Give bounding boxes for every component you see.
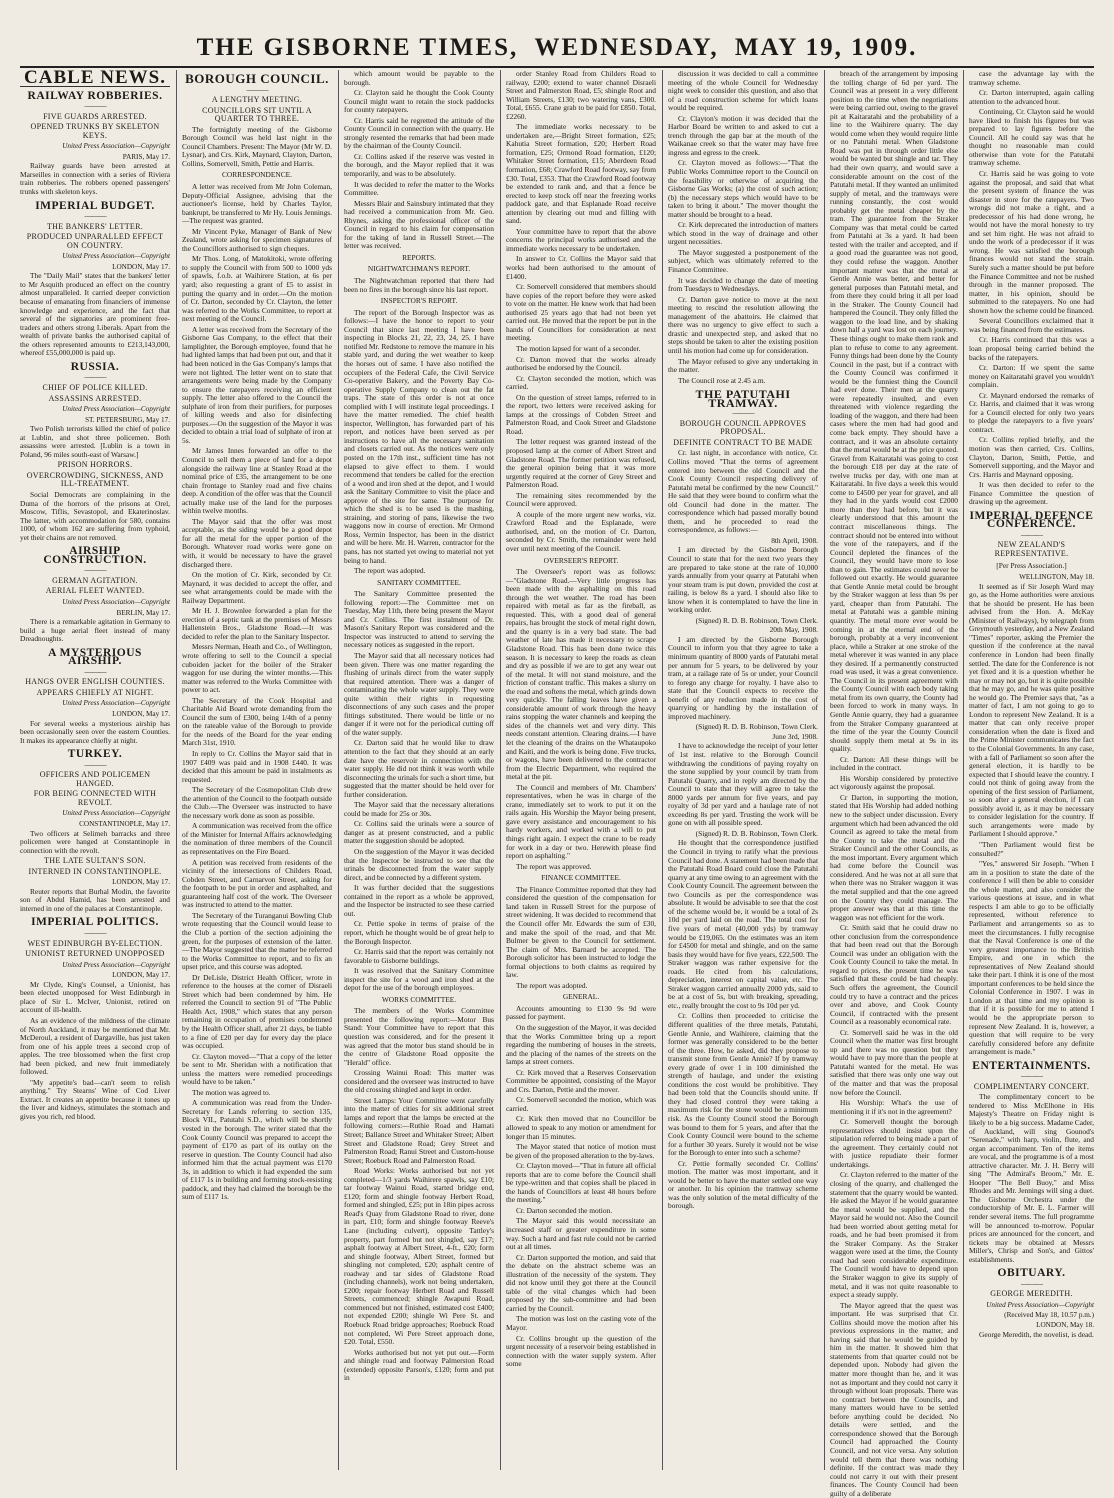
article-body: Cr. Clayton's motion it was decided that the Harbor Board be written to and asked to cut a trench through the gap bar at the mouth of the Waikanae creek so that the water may have free ingress and egress to the creek. [668,113,818,157]
article-body: Cr. Kirk moved that a Reserves Conservation Committee be appointed, consisting of the Mayor and Crs. Darton, Pettie and the mover. [506,1067,656,1094]
subheading: OFFICERS AND POLICEMEN HANGED. [39,770,151,788]
article-body: Mr Thos. Long, of Matokitoki, wrote offering to supply the Council with from 500 to 1000 yds of spawls, f.o.b. at Waihirere Station, at 6s per yard; also requesting a grant of £5 to assist in putting the quarry and in order.—On the motion of Cr. Darton, seconded by Cr. Clayton, the letter was referred to the Works Committee, to report at next meeting of the Council. [182,254,332,324]
subheading: A LENGTHY MEETING. [211,95,303,105]
article-body: The remaining sites recommended by the Council were approved. [506,490,656,509]
credit-line: United Press Association—Copyright [62,405,170,414]
article-body: In reply to Cr. Collins the Mayor said that in 1907 £409 was paid and in 1908 £440. It was decided that this amount be paid in instalments as requested. [182,749,332,784]
headline: ENTERTAINMENTS. [972,1059,1091,1072]
article-body: The Mayor said that the offer was most acceptable, as the siding would be a good depot for all the metal for the upper portion of the Borough. Whatever road works were gone on with, it would be necessary to have the gravel discharged there. [182,516,332,569]
letter-body: I have to acknowledge the receipt of your letter of 1st inst. relative to the Borough Council withdrawing the conditions of paying royalty on the stone supplied by your council by tram from Patutahi Quarry, and in reply am directed by the Council to state that they will agree to take the 8000 yards per annum for five years, and pay royalty of 3d per yard and a haulage rate of not exceeding 8s per yard. Trusting the work will be gone on with all possible speed. [668,741,818,828]
column-6 [830,69,958,1498]
article-body: which amount would be payable to the borough. [344,69,494,87]
article-body: The Mayor said this would necessitate an increased staff or greater expenditure in some way. Such a hard and fast rule could not be carried out at all times. [506,1216,656,1252]
article-body: Crossing Wainui Road: This matter was considered and the overseer was instructed to have the old crossing shingled and kept in order. [344,1068,495,1095]
article-body: The Secretary of the Cosmopolitan Club drew the attention of the Council to the footpath outside the Club.—The Overseer was instructed to have the necessary work done as soon as possible. [182,785,332,820]
article-body: order Stanley Road from Childers Road to railway, £200; extend to water channel Disraeli Street and Palmerston Road, £5; shingle Root and William Streets, £130; two watering vans, £300. Total, £655. Crane grab to be paid for £850. Total, £2260. [506,69,656,121]
column-rule [338,70,339,1470]
article-body: The Secretary of the Turanganui Bowling Club wrote requesting that the Council would lease to the Club a portion of the section adjoining the green, for the purposes of extension of the latter.—The Mayor suggested that the matter be referred to the Works Committee to report, and to fix an upset price, and this course was adopted. [182,910,333,972]
article-body: On the suggestion of the Mayor, it was decided that the Works Committee bring up a report regarding the numbering of houses in the streets, and the placing of the names of the streets on the lamps at street corners. [506,1022,656,1067]
dateline: LONDON, May 18. [1036,1321,1094,1330]
article-body: Cr. Somervell seconded the motion, which was carried. [506,1095,656,1113]
article-body: The Overseer's report was as follows:—"Gladstone Road.—Very little progress has been made with the asphalting on this road through the wet weather. The road has been repaired with metal as far as the fireball, as requested. This, with a good deal of general repairs, has brought the stock of metal right down, and the quarry is in a very bad state. The bad weather of late has made it necessary to scrape Gladstone Road. This has been done twice this season. It is necessary to keep the roads as clean and dry as possible if we are to get any wear out of the metal. It will not stand moisture, and the friction of constant traffic. This makes a slurry on the road and softens the metal, which grinds down very quickly. The falling leaves have given a considerable amount of work through the heavy rains stopping the water channels and keeping the sides of the channels wet and very dirty. This needs constant attention. Clearing drains.—I have let the cleaning of the drains on the Whataupoko and Kaiti, and the work is being done. Five trucks, or wagons, have been delivered to the contractor from the Electric Department, who required the metal at the pit. [506,567,656,782]
article-body: The Nightwatchman reported that there had been no fires in the borough since his last report. [344,276,494,294]
subheading: CHIEF OF POLICE KILLED. [42,382,148,392]
subheading: COMPLIMENTARY CONCERT. [973,1081,1090,1091]
article-body: Cr. Harris continued that this was a loan proposal being carried behind the backs of the ratepayers. [969,335,1094,362]
subheading: FIVE GUARDS ARRESTED. [43,111,147,121]
article-body: Cr. Darton supported the motion, and said that the debate on the abstract scheme was an illustration of the necessity of the system. They did not know until they got there at the Council table of the vital changes which had been proposed by the sub-committee and had been carried by the Council. [506,1252,656,1313]
column-1 [20,67,170,1475]
article-body: A communication was read from the Under-Secretary for Lands referring to section 135, Block VII., Patutahi S.D., which will be shortly vested in the borough. The writer stated that the Cook County Council was prepared to accept the payment of £170 as part of its outlay on the reserve in question. The County Council had also informed him that the actual payment was £170 3s, in addition to which it had expended the sum of £117 1s in building and forming stock-resisting paddock, and they had claimed the borough be the sum of £117 1s. [182,1098,332,1202]
article-body: Several Councillors exclaimed that it was being financed from the estimates. [969,316,1094,334]
article-body: The fortnightly meeting of the Gisborne Borough Council was held last night in the Council Chambers. Present: The Mayor (Mr W. D. Lysnar), and Crs. Kirk, Maynard, Clayton, Darton, Collins, Somervell, Smith, Pettie and Harris. [182,124,332,168]
subheading: GERMAN AGITATION. [52,575,138,585]
article-body: Cr. Clayton seconded the motion, which was carried. [506,373,656,392]
article-body: The letter request was granted instead of the proposed lamp at the corner of Albert Street and Gladstone Road. The former petition was refused, the general opinion being that it was more urgently required at the corner of Grey Street and Palmerston Road. [506,437,656,490]
section-label: SANITARY COMMITTEE. [377,577,461,587]
section-label: WORKS COMMITTEE. [381,994,457,1004]
headline: A MYSTERIOUS AIRSHIP. [48,646,142,668]
subheading: AERIAL FLEET WANTED. [45,586,145,596]
article-body: Cr. Clayton moved—"That a copy of the letter be sent to Mr. Sheridan with a notification that unless the matters were remedied proceedings would have to be taken." [182,1051,332,1087]
article-body: It was decided to refer the matter to the Works Committee. [344,179,494,198]
article-body: Mr H. J. Brownlee forwarded a plan for the erection of a septic tank at the premises of Messrs Hallenstein Bros., Gladstone Road.—It was decided to refer the plan to the Sanitary Inspector. [182,606,332,641]
section-label: CORRESPONDENCE. [221,170,293,180]
subheading: OVERCROWDING, SICKNESS, AND ILL-TREATMENT. [26,470,164,489]
letter-body: I am directed by the Gisborne Borough Council to inform you that they agree to take a minimum quantity of 8000 yards of Patutahi metal per annum for 5 years, to be delivered by your tram, at a railage rate of 5s or under, your Council to forego any charge for royalty. I have also to state that the Council expects to receive the benefit of any reduction made in the cost of quarrying or handling by the installation of improved machinery. [668,634,818,721]
article-body: Cr. Darton moved that the works already authorised be endorsed by the Council. [506,354,656,373]
article-body: Cr. Clayton said he thought the Cook County Council might want to retain the stock paddocks for county ratepayers. [344,88,494,115]
article-body: Cr. Harris said he was going to vote against the proposal, and said that what the present system of finance the was disaster in store for the ratepayers. Two wrongs did not make a right, and a predecessor of his had done wrong, he would not have the moral honesty to try and set him right. He was not afraid to undo the work of a predecessor if it was wrong. He was satisfied the borough finances would not stand the strain. Surely such a matter should be put before the Finance Committee and not be rushed through in the manner proposed. The matter, in his opinion, should be submitted to the ratepayers. No one had shown how the scheme could be financed. [969,169,1094,315]
article-body: Cr. Maynard endorsed the remarks of Cr. Harris, and claimed that it was wrong for a Council elected for only two years to pledge the ratepayers to a five years' contract. [969,390,1094,434]
column-rule [963,70,964,1470]
article-body: Cr. Clayton moved as follows:—"That the Public Works Committee report to the Council on the feasibility or otherwise of acquiring the Gisborne Gas Works; (a) the cost of such action; (b) the necessary steps which would have to be taken to bring it about." The mover thought the matter should be brought to a head. [668,158,818,219]
article-body: The motion was agreed to. [192,1087,271,1097]
masthead-rule [20,66,1094,68]
article-body: Mr James Innes forwarded an offer to the Council to sell them a piece of land for a depot alongside the railway line at Stanley Road at the nominal price of £35, the arrangement to be one chain frontage to Stanley road and five chains deep. A condition of the offer was that the Council actually make use of the land for the purposes within twelve months. [182,446,332,516]
section-label: REPORTS. [402,252,436,262]
article-body: It was further decided that the suggestions contained in the report as a whole be approved, and the Inspector be instructed to see these carried out. [344,883,494,918]
subheading: WEST EDINBURGH BY-ELECTION. [27,938,163,948]
article-body: Road Works: Works authorised but not yet completed—1/3 yards Waihirere spawls, say £10; tar footway Wainui Road, started bridge end, £120; form and shingle footway Herbert Road, formed and shingled, £25; put in 18in pipes across Read's Quay from Gladstone Road to river, done in part, £10; form and shingle footway Reeve's Lane (including culvert), opposite Tattley's property, part formed but not shingled, say £17; asphalt footway at Albert Street, 4-ft., £20; form and shingle footway, Albert Street, formed but shingling not completed, £20; asphalt centre of roadway and tar sides of Gladstone Road (including channels), work not being undertaken, £200; repair footway Herbert Road and Russell Streets, commenced; shingle Awapuni Road, commenced but not finished, estimated cost £400; not expended £200; shingle Wi Pere St. and Roebuck Road bridge approaches; Roebuck Road not completed, Wi Pere Street approach done, £20. Total, £550. [344,1166,494,1347]
article-body: Cr. Darton: All these things will be included in the contract. [830,754,958,773]
article-body: The Mayor said that all necessary notices had been given. There was one matter regarding the flushing of urinals direct from the water supply that required attention. There was a danger of contaminating the whole water supply. They were quite within their rights in requesting disconnections of any such cases and the proper fittings substituted. There would be little or no danger if it were not for the periodical cutting off of the water supply. [344,651,494,737]
article-body: Cr. Collins brought up the question of the urgent necessity of a reservoir being established in connection with the water supply system. After some [506,1333,656,1369]
article-body: Cr. Darton interrupted, again calling attention to the advanced hour. [969,88,1094,106]
headline: IMPERIAL POLITICS. [31,916,159,929]
section-label: GENERAL. [562,992,600,1002]
dateline: LONDON, May 17. [112,878,170,887]
article-body: It was decided to change the date of meeting from Tuesdays to Wednesdays. [668,275,818,294]
subheading: NEW ZEALAND'S REPRESENTATIVE. [994,540,1069,558]
article-body: The Mayor agreed that the quest was important. He was surprised that Cr. Collins should move the motion after his previous expressions in the matter, and having said that he would be guided by him in the matter. It showed him that statements from that quarter could not be depended upon. Nobody had given the matter more thought than he, and it was not as important and they could not carry it through without loan proposals. There was no contract between the Councils, and many matters would have to be settled before anything could be decided. No details were settled, and the correspondence showed that the Borough Council had approached the County Council, and not vice versa. Any solution would tell them that there was nothing definite. If the contract was made they could not carry it out with their present finances. The County Council had been guilty of a deliberate [830,1300,958,1498]
column-5 [668,70,818,1475]
article-body: The Mayor refused to give any undertaking in the matter. [668,356,818,375]
article-body: Two Polish terrorists killed the chief of police at Lublin, and shot three policemen. Both assassins were arrested. [Lublin is a town in Poland, 96 miles south-east of Warsaw.] [20,424,170,459]
article-body: The Secretary of the Cook Hospital and Charitable Aid Board wrote demanding from the Council the sum of £300, being 1/4th of a penny on the rateable value of the Borough to provide for the needs of the Board for the year ending March 31st, 1910. [182,695,332,748]
issue-date: MAY 19, 1909. [734,34,918,61]
columns [20,67,1094,1498]
subheading: APPEARS CHIEFLY AT NIGHT. [36,687,154,697]
article-body: In answer to Cr. Collins the Mayor said that works had been authorised to the amount of £1400. [506,254,656,281]
headline: IMPERIAL BUDGET. [35,199,155,212]
headline: RUSSIA. [70,360,120,373]
subheading: INTERNED IN CONSTANTINOPLE. [28,866,162,876]
article-body: The Council rose at 2.45 a.m. [678,375,766,385]
letter-date: 20th May, 1908. [769,625,818,635]
article-body: Cr. Pettie spoke in terms of praise of the report, which he thought would be of great help to the Borough Inspector. [344,919,494,946]
article-body: Cr. Darton gave notice to move at the next meeting to rescind the resolution allowing the management of the abattoirs. He claimed that there was no urgency to give effect to such a drastic and unexpected step, and asked that no steps should be taken to alter the existing position until his motion had come up for consideration. [668,294,818,355]
article-body: The Mayor suggested a postponement of the subject, which was ultimately referred to the Finance Committee. [668,247,818,275]
article-body: For several weeks a mysterious airship has been occasionally seen over the eastern Counties. It makes its appearance chiefly at night. [20,718,170,745]
headline: AIRSHIP CONSTRUCTION. [43,545,147,566]
headline: BOROUGH COUNCIL. [185,71,329,86]
dateline: LONDON, May 17. [112,710,170,718]
article-body: Cr. Collins replied briefly, and the motion was then carried, Crs. Collins, Clayton, Darton, Smith, Pettie, and Somervell supporting, and the Mayor and Crs. Harris and Maynard opposing. [969,435,1094,479]
column-2 [182,70,332,1475]
received-line: (Received May 18, 10.57 p.m.) [1004,1311,1094,1320]
article-body: The Finance Committee reported that they had considered the question of the compensation for land taken in Russell Street for the purpose of street widening. It was decided to recommend that the Council offer Mr. Edwards the sum of £30, and make the spoil of the road, and that Mr. Bulmer be given to the Council for settlement. The claim of Mrs. Barnard be accepted. The Borough solicitor has been instructed to lodge the formal objections to both claims as required by law. [506,884,656,980]
article-body: There is a remarkable agitation in Germany to build a huge aerial fleet instead of many Dreadnoughts. [20,617,170,644]
article-body: Cr. Collins then proceeded to criticise the different qualities of the three metals, Patutahi, Gentle Annie, and Waihirere, claiming that the former was generally considered to be the better of the three. How, he asked, did they propose to transmit stone from Gentle Annie? If by tramway every grade of over 1 in 100 diminished the strength of haulage, and under the existing conditions the cost would be prohibitive. They had been told that the Councils should unite. If they had closed control they were taking a maximum risk for the stone would be a minimum risk. As the County Council stood the Borough was bound to them for 5 years, and after that the Cook County Council were bound to the scheme for a further 30 years. Surely it would not be wise for the Borough to enter into such a scheme? [668,1011,818,1158]
letter-date: June 3rd, 1908. [772,731,818,741]
masthead [0,34,1114,62]
article-body: Cr. Collins said the urinals were a source of danger as at present constructed, and a public matter the suggestion should be adopted. [344,819,494,846]
subheading: GEORGE MEREDITH. [990,1289,1073,1299]
article-body: The complimentary concert to be tendered to Miss McElhone in His Majesty's Theatre on Friday night is likely to be a big success. Madame Cader, of Auckland, will sing Gounod's "Serenade," with harp, violin, flute, and organ accompaniment. Ten of the items are vocal, and the programme is of a most attractive character. Mr. J. H. Berry will sing "The Admiral's Broom," Mr. E. Hooper "The Bell Buoy," and Miss Rhodes and Mr. Jennings will sing a duet. The Gisborne Orchestra under the conductorship of Mr. E. L. Farmer will render several items. The full programme will be announced to-morrow. Popular prices are announced for the concert, and tickets may be obtained at Messrs Miller's, Chrisp and Son's, and Gittos' establishments. [969,1092,1094,1264]
article-body: The motion was lost on the casting vote of the Mayor. [506,1314,656,1333]
article-body: Cr. Clayton moved—"That in future all official reports that are to come before the Council shall be type-written and that copies shall be placed in the hands of Councillors at least 48 hours before the meeting." [506,1161,656,1205]
article-body: Dr DeLisle, District Health Officer, wrote in reference to the houses at the corner of Disraeli Street which had been condemned by him. He referred the Council to section 91 of "The Public Health Act, 1908," which states that any person remaining in occupation of premises condemned by the Health Officer shall, after 21 days, be liable to a fine of £20 per day for every day the place was occupied. [182,972,332,1051]
credit-line: United Press Association—Copyright [62,699,170,708]
article-body: Cr. Kirk then moved that no Councillor be allowed to speak to any motion or amendment for longer than 15 minutes. [506,1114,656,1141]
subheading: THE BANKERS' LETTER. [46,221,144,231]
credit-line: United Press Association—Copyright [62,597,170,606]
subheading: FOR BEING CONNECTED WITH REVOLT. [33,789,157,807]
article-body: Messrs Nerman, Heath and Co., of Wellington, wrote offering to sell to the Council a special cuboiden jacket for the boiler of the Straker waggon for use during the winter months.—This matter was referred to the Works Committee with power to act. [182,642,332,695]
article-body: Continuing, Cr. Clayton said he would have liked to finish his figures but was prepared to lay figures before the Council. All he could say was that he thought no reasonable man could otherwise than vote for the Patutahi tramway scheme. [969,107,1094,168]
subheading: PRODUCED UNPARALLED EFFECT ON COUNTRY. [26,232,164,250]
column-rule [824,70,825,1470]
headline: RAILWAY ROBBERIES. [27,89,163,102]
column-rule [176,70,177,1470]
credit-line: [Per Press Association.] [996,560,1067,570]
subheading: HANGS OVER ENGLISH COUNTIES. [25,677,165,687]
headline: OBITUARY. [997,1267,1066,1280]
article-body: The Sanitary Committee presented the following report:—The Committee met on Tuesday, May 11th, there being present the Mayor and Cr. Collins. The first instalment of Dr. Mason's Sanitary Report was considered and the Inspector was instructed to attend to serving the necessary notices as suggested in the report. [344,589,494,650]
subheading: PRISON HORRORS. [57,460,133,470]
credit-line: United Press Association—Copyright [62,252,170,261]
article-body: Cr Darton, in supporting the motion, stated that His Worship had added nothing new to the subject under discussion. Every argument which had been advanced the old Council as agreed to take the metal from the County to take the metal and the Straker Council and the other Councils, as the most important. Every argument which had come before the Council was considered. And he was not at all sure that when there was no Straker waggon it was the metal supplied and that the one agreed on the County they could manage. The proper answer was that at this time the waggon was not efficient for the work. [830,792,958,922]
article-body: The members of the Works Committee presented the following report:—Motor Bus Stand: Your Committee have to report that this question was considered, and for the present it was agreed that the motor bus stand should be in the centre of Gladstone Road opposite the "Herald" office. [344,1006,494,1067]
subheading: COUNCILLORS SIT UNTIL A QUARTER TO THREE. [202,105,312,124]
article-body: Cr. Smith said that he could draw no other conclusion from the correspondence that had been read out that the Borough Council was under an obligation with the Cook County Council to take the metal. In regard to prices, the present time he was satisfied that these could be had cheaply. Such offers the agreement, the Council could try to have a contract and the prices over and above, and Cook County Council, if contracted with the present Council as a reasonably economical rate. [830,923,958,1027]
subheading: BOROUGH COUNCIL APPROVES PROPOSAL. [679,418,807,437]
letter-body: I am directed by the Gisborne Borough Council to state that for the next two years they are prepared to take stone at the rate of 10,000 yards annually from your quarry at Patutahi when your steam tram is put down, provided the cost at railing, is below 8s a yard. I should also like to know when it is contemplated to have the line in working order. [668,545,818,615]
article-body: It seemed as if Sir Joseph Ward may go, as the Home authorities were anxious that he should be present. He has been advised from the Hon. A. McKay (Minister of Railways), by telegraph from Greymouth yesterday, and a New Zealand "Times" reporter, asking the Premier the question if the conference at the naval conference in London had been finally settled. The date for the Conference is not yet fixed and it is a question whether he may or may not go, but it is quite possible that he may go, and he was quite positive he would go. The Premier says that, "as a matter of fact, I am not going to go to London to represent New Zealand. It is a matter that can only receive proper consideration when the date is fixed and the Prime Minister communicates the fact to the Colonial Governments. In any case, with a fall of Parliament so soon after the general election, it is hardly to be expected that I should leave the country. I could not think of going away from the opening of the first session of Parliament, so soon after a general election, if I can possibly avoid it, as it may be necessary to consider legislation for the country. If such arrangements were made by Parliament I should approve." [969,581,1094,839]
article-body: Cr. Harris said he regretted the attitude of the County Council in connection with the quarry. He strongly resented the remarks that had been made by the chairman of the County Council. [344,115,494,151]
article-body: Cr. Somervell considered that members should have copies of the report before they were asked to vote on the matter. He knew work that had been authorised 25 years ago that had not been yet carried out. He moved that the report be put in the hands of Councillors for consideration at next meeting. [506,282,656,343]
letter-signature: (Signed) R. D. B. Robinson, Town Clerk. [695,828,818,838]
dateline: LONDON, May 17. [112,971,170,980]
article-body: Cr. Kirk deprecated the introduction of matters which stood in the way of drainage and other urgent necessities. [668,220,818,247]
subheading: ASSASSINS ARRESTED. [48,393,142,403]
section-label: FINANCE COMMITTEE. [541,873,621,883]
article-body: Two officers at Selimeh barracks and three policemen were hanged at Constantinople in connection with the revolt. [20,828,170,855]
article-body: Accounts amounting to £130 9s 9d were passed for payment. [506,1003,656,1022]
subheading: UNIONIST RETURNED UNOPPOSED [25,949,165,959]
article-body: The report was approved. [516,861,592,871]
article-body: Cr. Clayton referred to the matter of the closing of the quarry, and challenged the statement that the quarry would be wanted. He asked the Mayor if he would guarantee the metal would be supplied, and the Mayor said he would not. Also the Council had been worried about getting metal for roads, and he had been promised it from the Straker Company. As the Straker waggon were used at the time, the County road had seen considerable expenditure. The Council would have to depend upon the Straker waggon to give its supply of metal, and it was not quite reasonable to expect a steady supply. [830,1170,958,1300]
headline: IMPERIAL DEFENCE CONFERENCE. [969,509,1094,531]
advertisement: "My appetite's bad—can't seem to relish anything." Try Stearns' Wine of Cod Liver Extract. It creates an appetite because it tones up the liver and kidneys, stimulates the stomach and gives you rich, red blood. [20,1077,170,1121]
article-body: A couple of the more urgent new works, viz. Crawford Road and the Esplanade, were authorised, and, on the motion of Cr. Darton, seconded by Cr. Smith, the remainder were held over until next meeting of the Council. [506,509,656,553]
article-body: case the advantage lay with the tramway scheme. [969,69,1094,87]
credit-line: United Press Association—Copyright [62,960,170,969]
headline: TURKEY. [67,748,123,761]
dateline: LONDON, May 17. [112,262,170,271]
column-3 [344,70,494,1475]
article-body: Street Lamps: Your Committee went carefully into the matter of cities for six additional street lamps and report that the lamps be erected at the following corners:—Ruthie Road and Hamati Street; Ballance Street and Whitaker Street; Albert Street and Gladstone Road; Grey Street and Palmerston Road; Ranui Street and Custom-house Street; Roebuck Road and Palmerston Road. [344,1095,494,1165]
headline: THE PATUTAHI TRAMWAY. [695,387,791,410]
article-body: Cr. Darton seconded the motion. [516,1205,613,1215]
article-body: Messrs Blair and Sainsbury intimated that they had received a communication from Mr. Geo. Rhynes, asking the professional officer of the Council in regard to his claim for compensation for the taking of land in Russell Street.—The letter was received. [344,198,494,251]
section-heading: CABLE NEWS. [20,74,170,87]
dateline: ST. PETERSBURG, May 17. [85,415,170,424]
dateline: CONSTANTINOPLE, May 17. [79,820,170,829]
dateline: PARIS, May 17. [122,152,170,161]
article-body: Cr. Harris said that the report was certainly not favorable to Gisborne buildings. [344,947,494,965]
article-body: Mr Clyde, King's Counsel, a Unionist, has been elected unopposed for West Edinburgh in place of Sir L. McIver, Unionist, retired on account of ill-health. [20,979,170,1015]
article-body: Reuter reports that Burhal Modin, the favorite son of Abdul Hamid, has been arrested and interned in one of the palaces at Constantinople. [20,886,170,913]
article-body: On the suggestion of the Mayor it was decided that the Inspector be instructed to see that the urinals be disconnected from the water supply direct, and be connected by a different system. [344,847,494,882]
letter-date: 8th April, 1908. [771,535,818,545]
article-body: Your committee have to report that the above concerns the principal works authorised and the immediate works necessary to be undertaken. [506,226,656,253]
article-body: Works authorised but not yet put out.—Form and shingle road and footway Palmerston Road (extended) opposite Parson's, £120; form and put in [344,1347,494,1383]
article-body: Cr. Darton: If we spent the same money on Kaitaratahi gravel you wouldn't complain. [969,363,1094,390]
article-body: The report was adopted. [354,566,426,576]
article-body: Cr. Somervell thought the borough representatives should insist upon the stipulation referred to being made a part of the agreement. They certainly could not with justice repudiate their former undertakings. [830,1117,958,1169]
paper-title: THE GISBORNE TIMES, [196,34,519,61]
dateline: BERLIN, May 17. [116,608,170,617]
article-body: On the question of street lamps, referred to in the report, two letters were received asking for lamps at the crossings of Cobden Street and Palmerston Road, and Cook Street and Gladstone Road. [506,392,656,436]
article-body: A petition was received from residents of the vicinity of the intersections of Childers Road, Cobden Street, and Carnarvon Street, asking for the footpath to be put in order and asphalted, and guaranteeing half cost of the work. The Overseer was instructed to attend to the matter. [182,857,332,910]
credit-line: United Press Association—Copyright [986,1300,1094,1309]
filler-paragraph: As an evidence of the mildness of the climate of North Auckland, it may be mentioned that Mr. McDeroul, a resident of Dargaville, has just taken from one of his apple trees a second crop of apples. The tree blossomed when the first crop had been picked, and new fruit immediately followed. [20,1015,170,1077]
article-body: The report of the Borough Inspector was as follows:—I have the honor to report to your Council that since last meeting I have been inspecting in Blocks 21, 22, 23, 24, 25. I have notified Mr. Redstone to remove the manure in his stable yard, and during the wet weather to keep the horses out of same. I have also notified the occupiers of the Federal Cafe, the Civil Service Co-operative Bakery, and the Poverty Bay Co-operative Supply Company to clean out the fat traps. The state of this order is not at once complied with I will institute legal proceedings. I have the matter remedied. The chief health inspector, Wellington, has forwarded part of his report, and notices have been served as per instructions to have all the necessary sanitation and closets carried out. As the notices were only posted on the 17th inst., sufficient time has not elapsed to give effect to them. I would recommend that tenders be called for the erection of a wood and iron shed at the depot, and I would ask the Sanitary Committee to visit the place and approve of the site for same. The purpose for which the shed is to be used is the mashing, straining, and storing of pans, likewise the two waggons now in course of erection. Mr Ormond Ross, Vermin Inspector, has been in the district and will be here. Mr. H. Warren, contractor for the pans, has not started yet owing to material not yet being to hand. [344,307,494,565]
article-body: Cr. Darton said that he would like to draw attention to the fact that they should at an early date have the reservoir in connection with the water supply. He did not think it was worth while disconnecting the urinals for such a short time, but suggested that the matter should be held over for further consideration. [344,738,494,799]
section-label: NIGHTWATCHMAN'S REPORT. [367,264,471,274]
article-body: A communication was received from the office of the Minister for Internal Affairs acknowledging the nomination of three members of the Council as representatives on the Fire Board. [182,821,332,857]
article-body: George Meredith, the novelist, is dead. [979,1329,1094,1339]
article-body: The motion lapsed for want of a seconder. [516,343,641,353]
article-body: Cr. Somervell said he was in the old Council when the matter was first brought up and there was no question but they would have to pay more than the people at Patutahi wanted for the metal. He was satisfied that there was only one way out of the matter and that was the proposal now before the Council. [830,1027,958,1097]
article-body: breach of the arrangement by imposing the tolling charge of 6d per yard. The Council was at present in a very different position to the time when the negotiations were being carried out, owing to the gravel pit at Kaitaratahi and the probability of a line to the Waihirere quarry. The day would come when they would require little or no Patutahi metal. When Gladstone Road was put in through order little else would be wanted but shingle and tar. They had their own quarry, and would save a considerable amount on the cost of the Patutahi metal. If they wanted an unlimited supply of metal, and the tramways were running constantly, the cost would probably get the metal cheaper by the tram. The guarantee from the Straker Company was that metal could be carted from Patutahi at 3s a yard. It had been tested with the trailer and accepted, and if a good road the guarantee was not good, they could refuse the waggon. Another important matter was that the metal at Gentle Annie was better, and better for general purposes than Patutahi metal, and from there they could bring it all per load in the Straker. The County Council had hampered the Council. They only filled the waggon to the load line, and by shaking down half a yard was lost on each journey. These things ought to make them rank and plan to refuse to come to any agreement. Funny things had been done by the County Council in the past, but if a contract with the County Council was confirmed it would be the funniest thing the Council had ever done. Their men at the quarry were repeatedly insulted, and even threatened with violence regarding the loading of the waggon, and there had been cases where the men had had good and come back empty. They should have a contract, and it was an absolute certainty that the metal would be at the price quoted. Gravel from Kaitaratahi was going to cost the borough £18 per day at the rate of twelve trucks per day, with one man at Kaitaratahi. In five days a week this would come to £4500 per year for gravel, and all they had in the yards would cost £2000 more than they had before, but it was clearly understood that this amount the contract miscellaneous things. The contract should not be entered into without the vote of the ratepayers, and if the Council depleted the finances of the Council, they would have more to lose than to gain. The estimates could never be followed out exactly. He would guarantee that Gentle Annie metal could be brought by the Straker waggon at less than 9s per yard, cheaper than from Patutahi. The metal at Patutahi was a gamble mining quantity. The metal more ever would be coming in at the eternal end of the borough, probably at a very inconvenient place, while a Straker at one stroke of the metal wherever it was wanted in any place they desired. If a permanently constructed road was used, it was a great convenience. The Council in its present agreement with the County Council with each body taking metal from its own quarry, the County had been forced to work in many ways. In Gentle Annie quarry, they had a guarantee from the Straker Company guaranteed at the time of the year the County Council should supply them metal at 9s in its quality. [830,69,958,754]
column-4 [506,70,656,1475]
section-label: OVERSEER'S REPORT. [543,555,619,565]
article-body: Mr Vincent Pyke, Manager of Bank of New Zealand, wrote asking for specimen signatures of the Councillors authorised to sign cheques. [182,226,332,253]
article-body: On the motion of Cr. Kirk, seconded by Cr. Maynard, it was decided to accept the offer, and see what arrangements could be made with the Railway Department. [182,570,332,605]
article-body: It was resolved that the Sanitary Committee inspect the site for a wood and iron shed at the depot for the use of the borough employees. [344,966,494,993]
subheading: DEFINITE CONTRACT TO BE MADE [673,437,813,447]
article-body: Cr. Collins asked if the reserve was vested in the borough, and the Mayor replied that it was temporarily, and was to be absolutely. [344,151,494,179]
column-rule [662,70,663,1470]
article-body: His Worship: What's the use of mentioning it if it's not in the agreement? [830,1098,958,1116]
article-body: It was then decided to refer to the Finance Committee the question of drawing up the agreement. [969,480,1094,507]
subheading: OPENED TRUNKS BY SKELETON KEYS. [30,122,160,140]
article-body: "Yes," answered Sir Joseph. "When I am in a position to state the date of the conference I will then be able to consider the whole matter, and also consider the various questions at issue, and in what respects I am able to go to be officially represented, without reference to Parliament and arrangements so as to meet the circumstances. I fully recognise that the Naval Conference is one of the very greatest importance to the British Empire, and one in which the representatives of New Zealand should take their part. I think it is one of the most important conferences to be held since the Colonial Conference in 1907. I was in London at that time and my opinion is that if it is possible for me to attend I would be the appropriate person to represent New Zealand. It is, however, a question that will require to be very carefully considered before any definite arrangement is made." [969,859,1094,1057]
article-body: Cr. Pettie formally seconded Cr. Collins' motion. The matter was most important, and it would be better to have the matter settled one way or another. In his opinion the tramway scheme was the only solution of the metal difficulty of the borough. [668,1158,818,1211]
article-body: Railway guards have been arrested at Marseilles in connection with a series of Riviera train robberies. The robbers opened passengers' trunks with skeleton keys. [20,161,170,197]
article-body: The report was adopted. [516,980,588,990]
article-body: A letter was received from Mr John Coleman, Deputy-Official Assignee, advising that the auctioneer's license, held by Charles Taylor, bankrupt, be transferred to Mr Hy. Louis Jennings.—The request was granted. [182,182,332,226]
subheading: THE LATE SULTAN'S SON. [44,856,146,866]
issue-day: WEDNESDAY, [534,34,719,61]
article-body: Social Democrats are complaining in the Duma of the horrors of the prisons at Orel, Moscow, Tiflis, Sevastopol, and Ekaterinoslav. The latter, with accommodation for 580, contains 1000, of whom 162 are suffering from typhoid, yet their chains are not removed. [20,489,170,542]
credit-line: United Press Association—Copyright [62,809,170,818]
letter-signature: (Signed) R. D. B. Robinson, Town Clerk. [695,615,818,625]
article-body: The immediate works necessary to be undertaken are,—Bright Street formation, £25; Kahutia Street formation, £20; Herbert Road formation, £25; Ormond Road formation, £120; Whitaker Street formation, £15; Aberdeen Road formation, £68; Crawford Road footway, say from £30. Total, £353. That the Crawford Road footway be extended to rank and, and that a fence be erected to keep stock off near the freezing works paddock gate, and that Esplanade Road receive attention by clearing out mud and filling with sand. [506,122,656,226]
section-label: INSPECTOR'S REPORT. [380,296,458,306]
credit-line: United Press Association—Copyright [62,142,170,151]
dateline: WELLINGTON, May 18. [1019,573,1094,582]
article-body: The Mayor stated that notice of motion must be given of the proposed alteration to the by-laws. [506,1142,656,1160]
article-body: His Worship considered by protective act vigorously against the proposal. [830,773,958,792]
article-body: The Mayor said that the necessary alterations could be made for 25s or 30s. [344,800,494,818]
article-body: The "Daily Mail" states that the bankers' letter to Mr Asquith produced an effect on the country almost unparalleled. It carried deeper conviction because of emanating from financiers of immense knowledge and experience, and the fact that several of the signatories are prominent free-traders and others strong Liberals. Apart from the wealth of private banks the authorised capital of the others represented amounts to £213,143,000, whereof £55,000,000 is paid up. [20,271,170,358]
article-body: A letter was received from the Secretary of the Gisborne Gas Company, to the effect that their lamplighter, the Borough employee, found that he had lighted lamps that had been put out, and that it had been noticed in the Gas Company's lamps that were not lighted. The letter went on to state that arrangements were being made by the Company to ensure the ratepayers receiving an efficient supply. The letter also offered to the Council the sulphate of iron from their purifiers, for purposes of killing weeds and also for disinfecting purposes.—On the suggestion of the Mayor it was decided to obtain a trial load of sulphate of iron at 5s. [182,324,332,445]
letter-signature: (Signed) R. D. B. Robinson, Town Clerk. [695,722,818,732]
column-rule [500,70,501,1470]
article-body: Cr. last night, in accordance with notice, Cr. Collins moved "That the terms of agreement entered into between the old Council and the Cook County Council respecting delivery of Patutahi metal be confirmed by the new Council." He said that they were bound to confirm what the old Council had done in the matter. The correspondence which had passed morally bound them, and he proceeded to read the correspondence, as follows:— [668,448,818,535]
article-body: He thought that the correspondence justified the Council in trying to ratify what the previous Council had done. A statement had been made that the Patutahi Road Board could close the Patutahi quarry at any time owing to an agreement with the Cook County Council. The agreement between the two Councils as per the correspondence was absolute. It would be advisable to see that the cost of the scheme would be, it would be a total of 2s 10d per yard laid on the road. The total cost for five years of metal (40,000 yds) by tramway would be £19,065. On the estimates was an item for £4500 for metal and shingle, and on the same basis they would have for five years, £22,500. The Straker waggon was rather expensive for the roads. He cited from his calculations, depreciation, interest on capital value, etc. The Straker waggon carried annually 2000 yds, said to be at a cost of 5s, but with breaking, spreading, etc., really brought the cost to 9s 10d per yd. [668,838,818,1010]
column-7 [969,70,1094,1475]
article-body: discussion it was decided to call a committee meeting of the whole Council for Wednesday night week to consider this question, and also that of a road construction scheme for which loans would be required. [668,69,818,113]
article-body: The Council and members of Mr. Chambers' representatives, when he was in charge of the crane, immediately set to work to put it on the rails again. His Worship the Mayor being present, gave every assistance and encouragement to his hardy workers, and worked with a will to put things right again. I expect the crane to be ready for work in a day or two. Herewith please find report on asphalting." [506,782,656,861]
article-body: "Then Parliament would first be consulted?" [969,840,1094,858]
